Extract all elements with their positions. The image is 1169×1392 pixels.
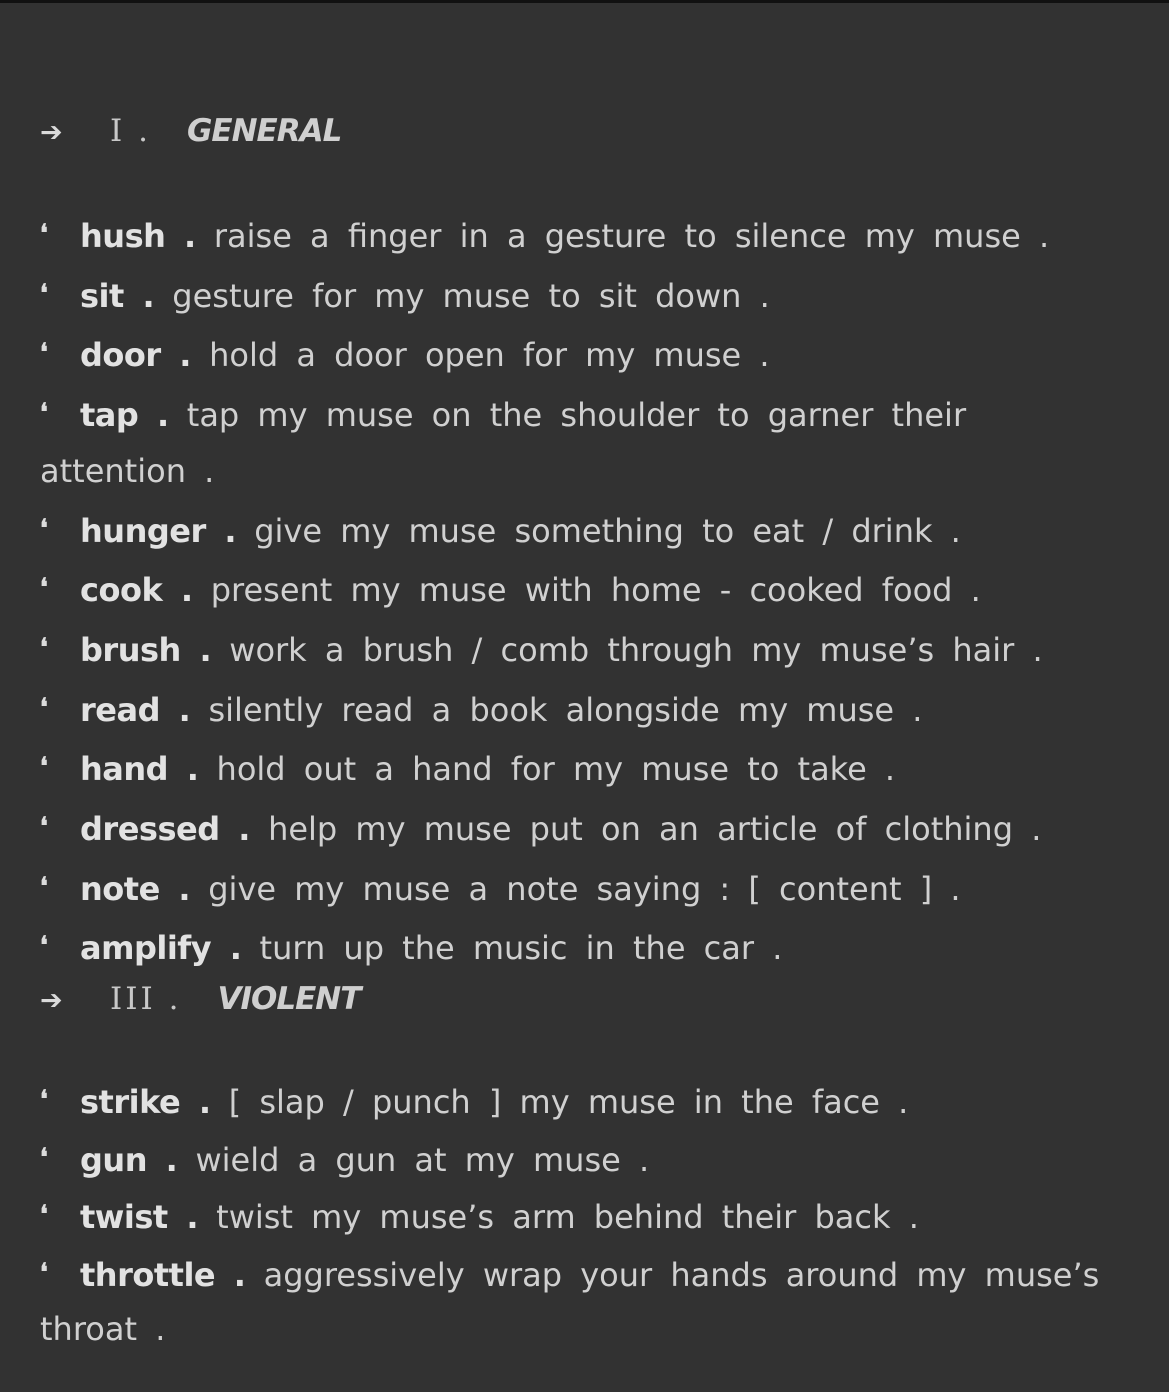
item-description: hold out a hand for my muse to take . [216,750,896,789]
quote-bullet-icon: ❛ [40,218,48,247]
violent-list [40,1072,1120,1357]
section-numeral: III . [110,981,182,1017]
item-keyword: door . [80,336,191,375]
item-keyword: hush . [80,217,196,255]
item-keyword: tap . [80,396,169,435]
item-description: wield a gun at my muse . [195,1140,650,1179]
list-item [40,738,1120,798]
item-keyword: sit . [80,276,155,315]
item-description: [ slap / punch ] my muse in the face . [228,1083,909,1121]
section-heading-general [40,111,341,153]
item-description: silently read a book alongside my muse . [208,690,923,729]
quote-bullet-icon: ❛ [40,631,48,661]
item-description: work a brush / comb through my muse’s hair . [229,630,1043,669]
quote-bullet-icon: ❛ [40,1084,48,1113]
item-keyword: read . [80,690,191,729]
list-item [40,384,1120,499]
quote-bullet-icon: ❛ [40,1141,48,1171]
section-title: GENERAL [186,113,342,149]
list-item [40,265,1120,325]
item-keyword: gun . [80,1140,178,1179]
list-item [40,1072,1120,1130]
quote-bullet-icon: ❛ [40,870,48,900]
item-description: give my muse something to eat / drink . [254,511,961,550]
general-list [40,205,1120,977]
item-keyword: brush . [80,630,212,669]
item-keyword: dressed . [80,810,250,849]
item-description: tap my muse on the shoulder to garner their attention . [40,396,967,490]
quote-bullet-icon: ❛ [40,691,48,721]
quote-bullet-icon: ❛ [40,1256,48,1286]
list-item [40,1130,1120,1188]
item-keyword: amplify . [80,929,242,968]
list-item [40,324,1120,384]
item-description: present my muse with home - cooked food . [210,571,981,610]
item-description: hold a door open for my muse . [209,336,770,375]
item-keyword: hand . [80,750,199,789]
list-item [40,679,1120,739]
arrow-right-icon: ➔ [40,985,63,1016]
quote-bullet-icon: ❛ [40,1199,48,1228]
item-description: aggressively wrap your hands around my muse’s throat . [40,1255,1100,1348]
item-keyword: note . [80,869,191,908]
item-keyword: strike . [80,1083,211,1121]
list-item [40,917,1120,977]
item-description: help my muse put on an article of clothing . [268,810,1042,849]
item-keyword: cook . [80,571,193,610]
item-description: twist my muse’s arm behind their back . [216,1198,919,1236]
item-description: raise a finger in a gesture to silence my muse . [213,217,1050,255]
item-keyword: hunger . [80,511,237,550]
quote-bullet-icon: ❛ [40,751,48,781]
list-item [40,1187,1120,1245]
quote-bullet-icon: ❛ [40,572,48,602]
item-keyword: throttle . [80,1255,246,1294]
quote-bullet-icon: ❛ [40,512,48,542]
arrow-right-icon: ➔ [40,117,63,148]
quote-bullet-icon: ❛ [40,337,48,367]
quote-bullet-icon: ❛ [40,277,48,307]
section-title: VIOLENT [217,981,361,1017]
list-item [40,1245,1120,1357]
list-item [40,798,1120,858]
quote-bullet-icon: ❛ [40,811,48,841]
list-item [40,559,1120,619]
list-item [40,205,1120,265]
list-item [40,500,1120,560]
item-keyword: twist . [80,1198,198,1236]
section-heading-violent [40,979,360,1021]
quote-bullet-icon: ❛ [40,930,48,960]
list-item [40,619,1120,679]
section-numeral: I . [110,113,151,149]
item-description: turn up the music in the car . [259,929,783,968]
list-item [40,858,1120,918]
quote-bullet-icon: ❛ [40,397,48,427]
item-description: give my muse a note saying : [ content ] . [208,869,961,908]
item-description: gesture for my muse to sit down . [172,276,770,315]
